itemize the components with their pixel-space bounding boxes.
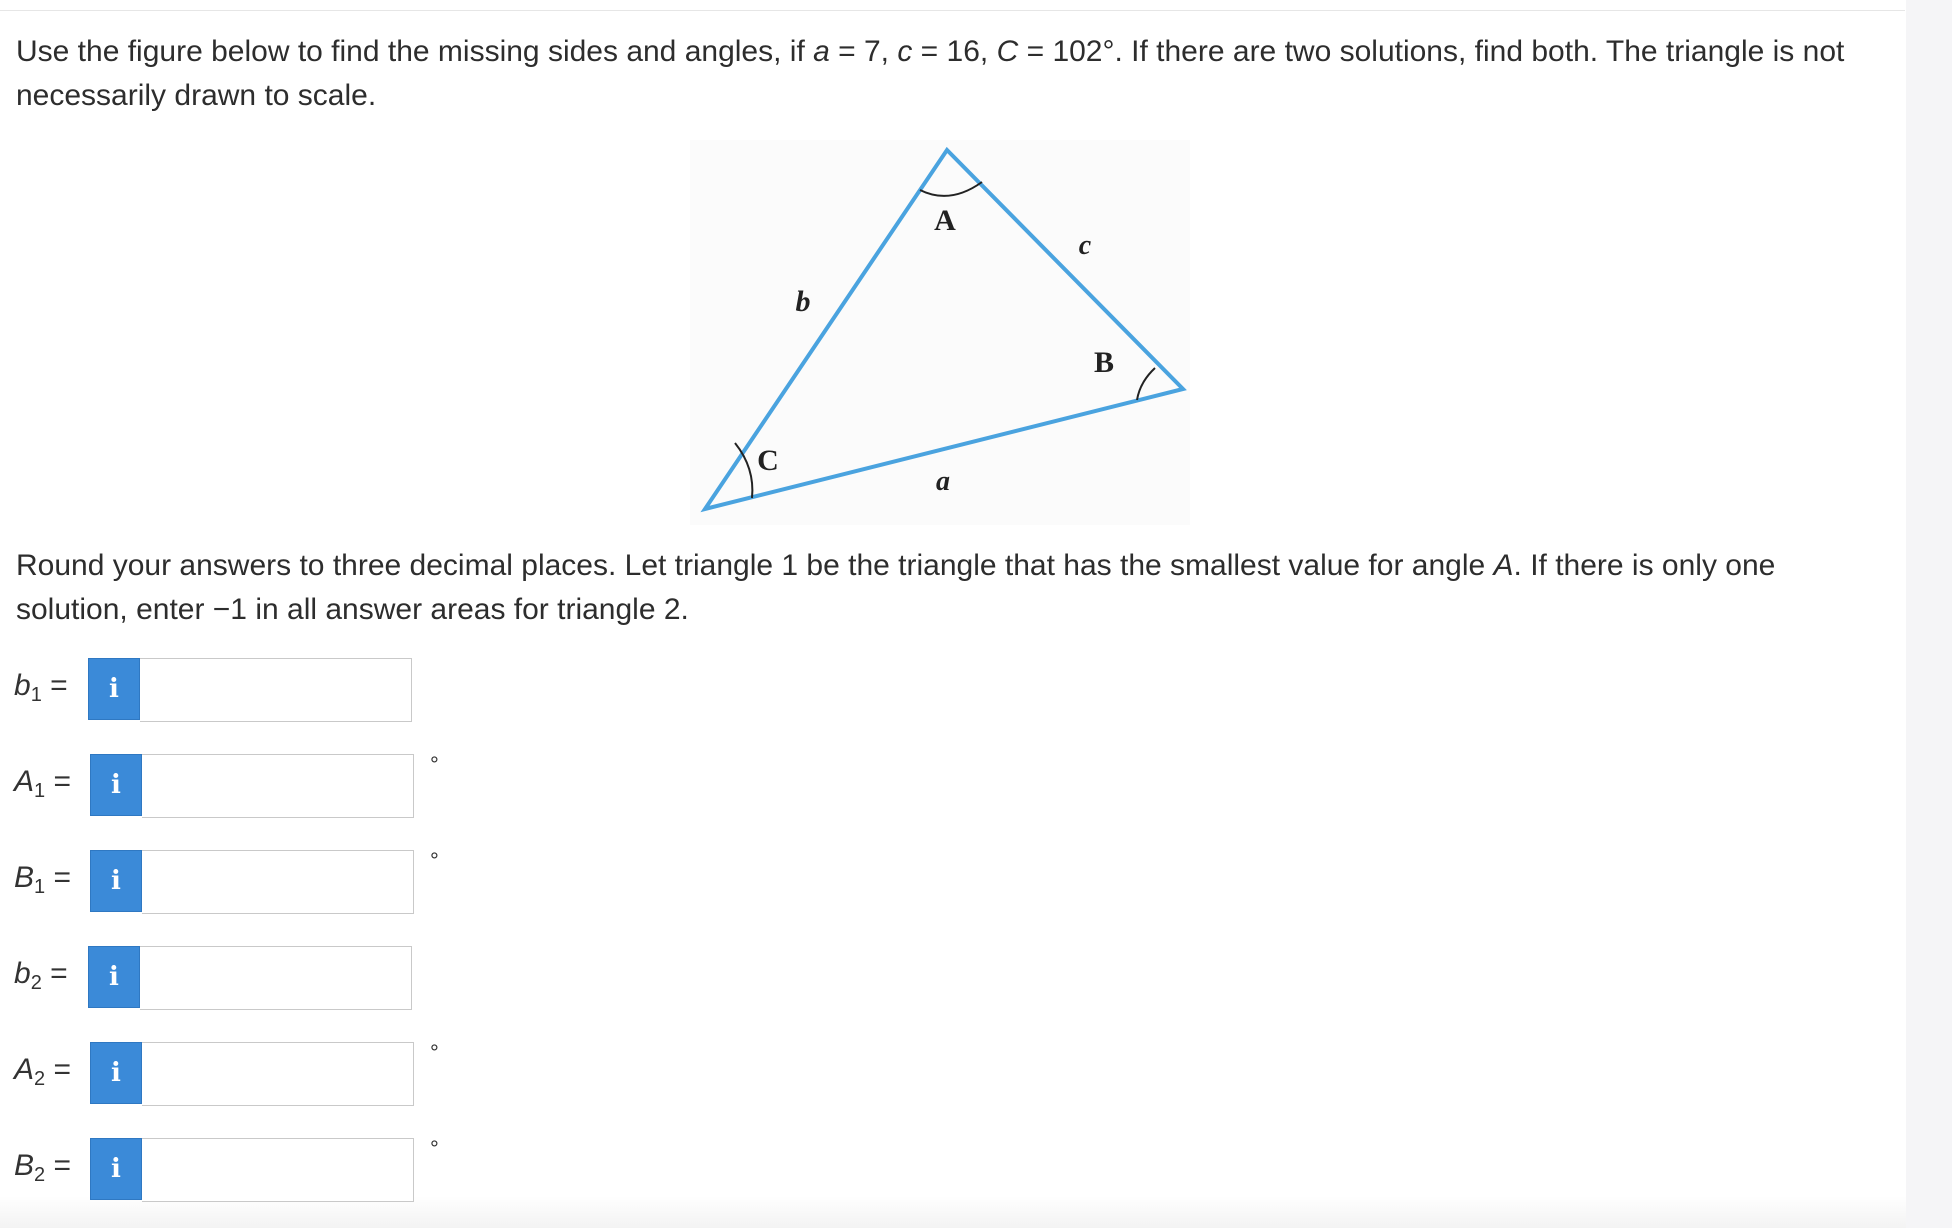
info-button[interactable]: i xyxy=(90,850,142,912)
label-vertex-A: A xyxy=(934,204,956,237)
info-button[interactable]: i xyxy=(90,1042,142,1104)
degree-unit: ° xyxy=(430,1040,439,1065)
var-C: C xyxy=(996,35,1019,68)
equals-sign: = xyxy=(45,1149,71,1182)
equals-sign: = xyxy=(45,1053,71,1086)
answer-input-B1[interactable] xyxy=(142,850,414,914)
equals-sign: = xyxy=(45,765,71,798)
instructions-text-1: Round your answers to three decimal places. Let triangle 1 be the triangle that has the smallest value for angle xyxy=(16,549,1494,582)
instructions-text-2: . If there is only one solution, enter −1 in all answer areas for triangle 2. xyxy=(16,549,1776,626)
info-button[interactable]: i xyxy=(88,658,140,720)
var-name: B xyxy=(14,861,35,894)
problem-text-1: Use the figure below to find the missing sides and angles, if xyxy=(16,35,814,68)
var-name: B xyxy=(14,1149,35,1182)
degree-unit: ° xyxy=(430,752,439,777)
var-a: a xyxy=(813,35,830,68)
equals-sign: = xyxy=(41,957,68,990)
equals-sign: = xyxy=(41,669,68,702)
label-vertex-C: C xyxy=(757,444,779,477)
label-vertex-B: B xyxy=(1093,346,1115,379)
degree-unit: ° xyxy=(430,1136,439,1161)
var-subscript: 1 xyxy=(34,876,46,898)
label-side-c: c xyxy=(1078,230,1092,261)
problem-statement xyxy=(16,30,1886,118)
var-c: c xyxy=(897,35,913,68)
answer-label-A1 xyxy=(14,760,71,813)
triangle-figure xyxy=(690,140,1190,525)
var-subscript: 2 xyxy=(34,1068,46,1090)
var-name: b xyxy=(14,957,31,990)
answer-label-B1 xyxy=(14,856,71,909)
value-C-and-rest: = 102°. If there are two solutions, find both. The triangle is not necessarily drawn to scale. xyxy=(16,35,1845,112)
answer-input-A1[interactable] xyxy=(142,754,414,818)
var-name: A xyxy=(14,1053,35,1086)
answer-input-B2[interactable] xyxy=(142,1138,414,1202)
var-subscript: 2 xyxy=(30,972,42,994)
answer-input-b1[interactable] xyxy=(140,658,412,722)
var-name: A xyxy=(14,765,35,798)
answer-label-A2 xyxy=(14,1048,71,1101)
instructions-var-A: A xyxy=(1493,549,1514,582)
value-c: = 16, xyxy=(912,35,997,68)
degree-unit: ° xyxy=(430,848,439,873)
label-side-a: a xyxy=(936,466,950,497)
info-button[interactable]: i xyxy=(90,1138,142,1200)
page-scroll-gutter xyxy=(1906,0,1952,1228)
var-subscript: 1 xyxy=(30,684,42,706)
value-a: = 7, xyxy=(829,35,898,68)
var-name: b xyxy=(14,669,31,702)
info-button[interactable]: i xyxy=(90,754,142,816)
answer-label-b2 xyxy=(14,952,68,1005)
instructions xyxy=(16,544,1886,632)
var-subscript: 1 xyxy=(34,780,46,802)
answer-label-B2 xyxy=(14,1144,71,1197)
answer-label-b1 xyxy=(14,664,68,717)
answer-input-b2[interactable] xyxy=(140,946,412,1010)
info-button[interactable]: i xyxy=(88,946,140,1008)
top-divider xyxy=(0,10,1905,11)
var-subscript: 2 xyxy=(34,1164,46,1186)
label-side-b: b xyxy=(795,285,811,318)
equals-sign: = xyxy=(45,861,71,894)
answer-input-A2[interactable] xyxy=(142,1042,414,1106)
